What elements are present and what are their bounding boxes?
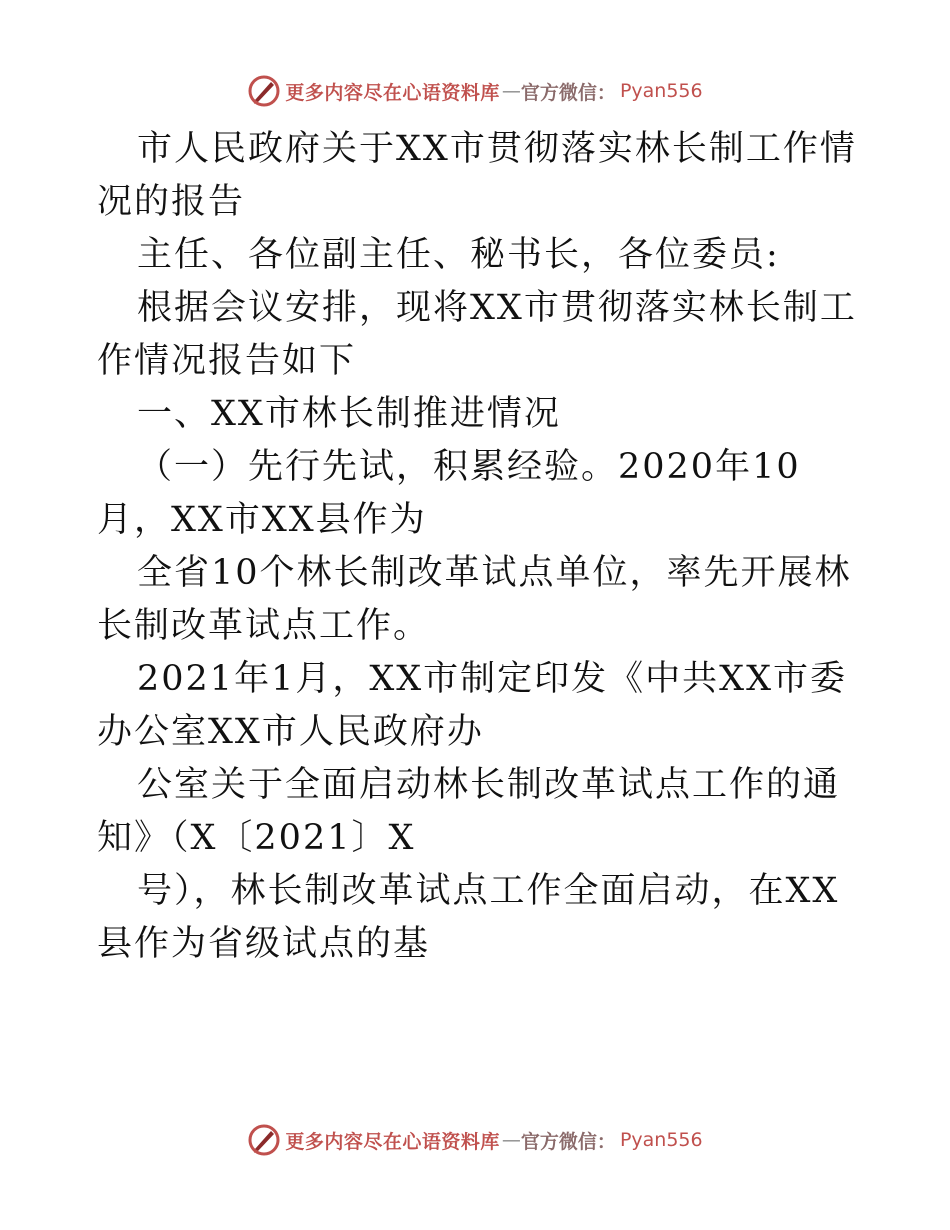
document-body [97,123,857,971]
banner-wechat-id: Pyan556 [619,1129,703,1151]
header-banner [0,71,950,111]
banner-brand-text: 更多内容尽在心语资料库 [285,1130,500,1153]
section-heading: 一、XX市林长制推进情况 [137,394,561,434]
body-paragraph: 根据会议安排，现将XX市贯彻落实林长制工作情况报告如下 [97,288,857,381]
quill-pen-logo-icon [247,1123,281,1157]
body-paragraph: （一）先行先试，积累经验。2020年10月，XX市XX县作为 [97,447,801,540]
banner-brand-text: 更多内容尽在心语资料库 [285,81,500,104]
body-paragraph: 公室关于全面启动林长制改革试点工作的通知》（X〔2021〕X [97,765,841,858]
salutation: 主任、各位副主任、秘书长，各位委员: [137,235,780,275]
body-paragraph: 2021年1月，XX市制定印发《中共XX市委办公室XX市人民政府办 [97,659,848,752]
body-paragraph: 号），林长制改革试点工作全面启动，在XX县作为省级试点的基 [97,871,840,964]
banner-dash: — [501,80,519,102]
banner-dash: — [501,1129,519,1151]
body-paragraph: 全省10个林长制改革试点单位，率先开展林长制改革试点工作。 [97,553,852,646]
banner-wechat-label: 官方微信： [520,1130,616,1153]
banner-wechat-id: Pyan556 [619,80,703,102]
quill-pen-logo-icon [247,74,281,108]
banner-wechat-label: 官方微信： [520,81,616,104]
footer-banner [0,1120,950,1160]
document-title: 市人民政府关于XX市贯彻落实林长制工作情况的报告 [97,129,857,222]
